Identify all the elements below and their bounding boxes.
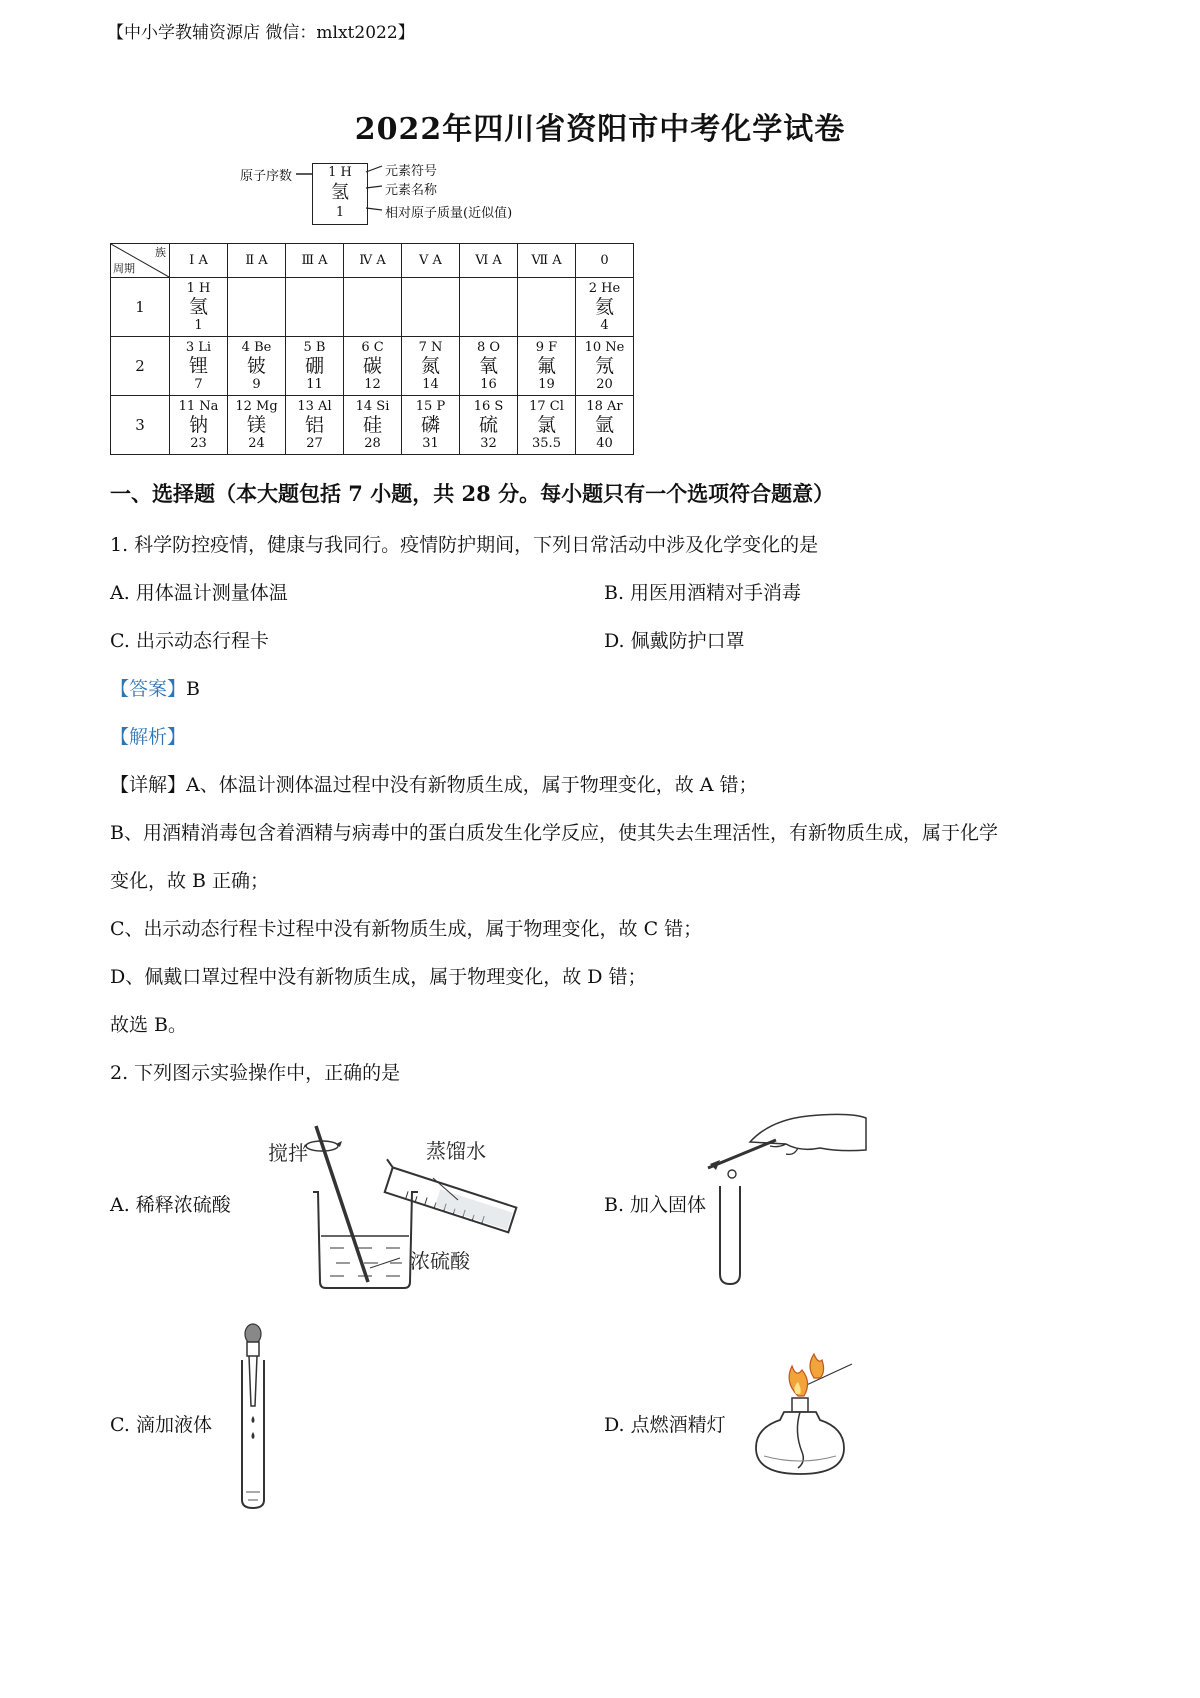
q1-detail-4: C、出示动态行程卡过程中没有新物质生成，属于物理变化，故 C 错； — [110, 918, 703, 940]
element-symbol: 18 Ar — [586, 399, 623, 414]
q1-detail-1: 【详解】A、体温计测体温过程中没有新物质生成，属于物理变化，故 A 错； — [110, 774, 758, 796]
element-symbol-label: 元素符号 — [385, 164, 438, 179]
q1-detail-2: B、用酒精消毒包含着酒精与病毒中的蛋白质发生化学反应，使其失去生理活性，有新物质生成，属于化学 — [110, 822, 998, 844]
empty-cell — [286, 278, 344, 337]
q1-option-a: A. 用体温计测量体温 — [110, 582, 288, 604]
q2-option-a: A. 稀释浓硫酸 — [110, 1194, 231, 1216]
answer-tag: 【答案】 — [110, 678, 187, 700]
element-cell — [576, 337, 634, 396]
empty-cell — [518, 278, 576, 337]
element-name: 氩 — [594, 414, 614, 436]
q2-option-c: C. 滴加液体 — [110, 1414, 212, 1436]
figure-dilute-acid — [258, 1118, 528, 1298]
element-mass: 35.5 — [532, 436, 561, 451]
element-cell — [286, 337, 344, 396]
element-mass: 28 — [364, 436, 381, 451]
element-symbol: 5 B — [303, 340, 326, 355]
periodic-table-body — [111, 278, 634, 455]
element-mass: 1 — [194, 318, 203, 333]
element-cell — [518, 396, 576, 455]
atomic-number-label: 原子序数 — [240, 169, 293, 184]
element-name: 碳 — [362, 355, 382, 377]
empty-cell — [228, 278, 286, 337]
element-cell — [518, 337, 576, 396]
element-mass: 4 — [600, 318, 609, 333]
element-name: 铝 — [304, 414, 324, 436]
q1-detail-3: 变化，故 B 正确； — [110, 870, 270, 892]
element-mass: 27 — [306, 436, 323, 451]
element-name: 氧 — [478, 355, 498, 377]
element-name: 钠 — [188, 414, 208, 436]
element-name: 锂 — [188, 355, 208, 377]
section-heading: 一、选择题（本大题包括 7 小题，共 28 分。每小题只有一个选项符合题意） — [110, 481, 835, 506]
label-conc-acid: 浓硫酸 — [410, 1249, 470, 1273]
element-name: 硅 — [362, 414, 382, 436]
element-name: 氯 — [536, 414, 556, 436]
element-name: 氦 — [594, 296, 614, 318]
element-symbol: 7 N — [418, 340, 443, 355]
element-name: 镁 — [246, 414, 266, 436]
answer-value: B — [186, 678, 200, 700]
group-header: Ⅵ A — [460, 244, 518, 278]
element-symbol: 9 F — [535, 340, 558, 355]
q1-option-d: D. 佩戴防护口罩 — [604, 630, 745, 652]
element-symbol: 6 C — [361, 340, 384, 355]
element-symbol: 14 Si — [355, 399, 390, 414]
periodic-table — [110, 243, 634, 455]
element-cell — [460, 337, 518, 396]
table-corner — [111, 244, 170, 278]
legend-sample-symbol: 1 H — [328, 165, 352, 180]
element-mass: 19 — [538, 377, 555, 392]
element-symbol: 13 Al — [297, 399, 332, 414]
atomic-mass-label: 相对原子质量(近似值) — [385, 206, 513, 221]
element-symbol: 16 S — [473, 399, 504, 414]
corner-group-label: 族 — [155, 246, 166, 259]
analysis-tag: 【解析】 — [110, 726, 187, 748]
element-symbol: 4 Be — [241, 340, 272, 355]
element-symbol: 3 Li — [185, 340, 212, 355]
period-row — [111, 278, 634, 337]
element-mass: 14 — [422, 377, 439, 392]
element-symbol: 2 He — [588, 281, 621, 296]
element-name: 氮 — [420, 355, 440, 377]
empty-cell — [402, 278, 460, 337]
group-header: Ⅳ A — [344, 244, 402, 278]
q1-stem: 1. 科学防控疫情，健康与我同行。疫情防护期间，下列日常活动中涉及化学变化的是 — [110, 534, 819, 556]
q1-detail-5: D、佩戴口罩过程中没有新物质生成，属于物理变化，故 D 错； — [110, 966, 647, 988]
element-symbol: 10 Ne — [584, 340, 625, 355]
element-symbol: 15 P — [415, 399, 446, 414]
element-legend — [240, 160, 570, 230]
element-symbol: 12 Mg — [235, 399, 278, 414]
q2-option-b: B. 加入固体 — [604, 1194, 707, 1216]
element-symbol: 11 Na — [178, 399, 219, 414]
element-cell — [170, 337, 228, 396]
element-mass: 11 — [306, 377, 323, 392]
group-header-row — [111, 244, 634, 278]
group-header: Ⅲ A — [286, 244, 344, 278]
figure-add-solid — [690, 1108, 870, 1288]
element-mass: 31 — [422, 436, 439, 451]
q1-detail-6: 故选 B。 — [110, 1014, 188, 1036]
period-label: 3 — [111, 396, 170, 455]
element-mass: 20 — [596, 377, 613, 392]
element-cell — [460, 396, 518, 455]
element-mass: 24 — [248, 436, 265, 451]
element-mass: 7 — [194, 377, 203, 392]
element-cell — [576, 396, 634, 455]
element-cell — [228, 396, 286, 455]
element-cell — [344, 337, 402, 396]
element-cell — [576, 278, 634, 337]
element-cell — [170, 278, 228, 337]
corner-period-label: 周期 — [113, 262, 135, 275]
period-label: 1 — [111, 278, 170, 337]
label-distilled-water: 蒸馏水 — [426, 1139, 486, 1163]
element-mass: 9 — [252, 377, 261, 392]
element-cell — [344, 396, 402, 455]
element-symbol: 1 H — [186, 281, 211, 296]
empty-cell — [460, 278, 518, 337]
element-name: 磷 — [420, 414, 440, 436]
element-name: 氟 — [536, 355, 556, 377]
group-header: Ⅰ A — [170, 244, 228, 278]
element-symbol: 8 O — [476, 340, 501, 355]
element-symbol: 17 Cl — [529, 399, 564, 414]
empty-cell — [344, 278, 402, 337]
element-cell — [402, 396, 460, 455]
element-cell — [228, 337, 286, 396]
element-mass: 40 — [596, 436, 613, 451]
element-mass: 16 — [480, 377, 497, 392]
element-mass: 23 — [190, 436, 207, 451]
group-header: Ⅴ A — [402, 244, 460, 278]
element-cell — [286, 396, 344, 455]
element-mass: 32 — [480, 436, 497, 451]
q1-option-b: B. 用医用酒精对手消毒 — [604, 582, 802, 604]
group-header: 0 — [576, 244, 634, 278]
element-name: 铍 — [246, 355, 266, 377]
q1-option-c: C. 出示动态行程卡 — [110, 630, 269, 652]
group-header: Ⅱ A — [228, 244, 286, 278]
element-name: 氢 — [188, 296, 208, 318]
figure-drop-liquid — [228, 1320, 278, 1520]
page-title: 2022年四川省资阳市中考化学试卷 — [354, 112, 846, 147]
legend-sample-name: 氢 — [331, 182, 349, 203]
q2-stem: 2. 下列图示实验操作中，正确的是 — [110, 1062, 401, 1084]
q2-option-d: D. 点燃酒精灯 — [604, 1414, 726, 1436]
element-cell — [402, 337, 460, 396]
label-stir: 搅拌 — [268, 1141, 308, 1165]
element-cell — [170, 396, 228, 455]
period-row — [111, 396, 634, 455]
q1-answer — [110, 674, 200, 701]
element-mass: 12 — [364, 377, 381, 392]
element-name: 氖 — [594, 355, 614, 377]
figure-light-lamp — [740, 1348, 860, 1488]
group-header: Ⅶ A — [518, 244, 576, 278]
legend-sample-box — [312, 163, 368, 225]
period-label: 2 — [111, 337, 170, 396]
element-name: 硼 — [304, 355, 324, 377]
element-name: 硫 — [478, 414, 498, 436]
element-name-label: 元素名称 — [385, 183, 438, 198]
watermark-text: 【中小学教辅资源店 微信：mlxt2022】 — [107, 23, 415, 43]
legend-sample-mass: 1 — [335, 205, 345, 220]
period-row — [111, 337, 634, 396]
